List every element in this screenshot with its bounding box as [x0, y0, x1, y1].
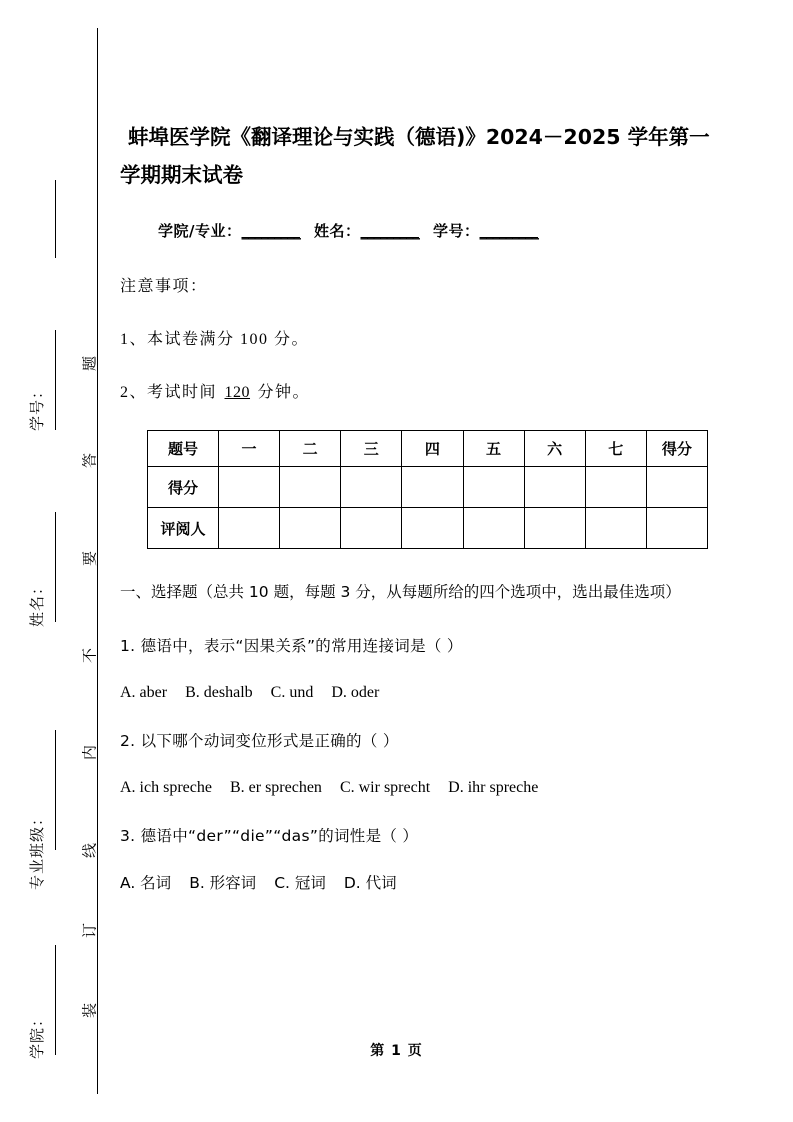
- binding-rule-segment: [55, 330, 56, 430]
- table-header-cell: 五: [463, 431, 524, 467]
- table-header-cell: 题号: [148, 431, 219, 467]
- name-field[interactable]: _________: [360, 222, 419, 240]
- option-a[interactable]: A. ich spreche: [120, 779, 212, 796]
- name-label: 姓名：: [313, 222, 361, 240]
- score-cell[interactable]: [341, 467, 402, 508]
- score-cell[interactable]: [585, 467, 646, 508]
- binding-notice-char: 内: [82, 745, 99, 761]
- score-cell[interactable]: [646, 467, 707, 508]
- student-id-label: 学号：: [433, 222, 480, 240]
- binding-notice-char: 题: [82, 356, 99, 372]
- row-label-reviewer: 评阅人: [148, 508, 219, 549]
- student-info-line: [120, 220, 730, 241]
- exam-duration-prefix: 2、考试时间: [120, 384, 223, 401]
- question-options: [120, 776, 730, 800]
- option-d[interactable]: D. ihr spreche: [448, 779, 539, 796]
- option-b[interactable]: B. er sprechen: [229, 779, 322, 796]
- score-cell[interactable]: [463, 467, 524, 508]
- option-a[interactable]: A. aber: [120, 684, 168, 701]
- exam-duration-value: 120: [224, 384, 251, 401]
- binding-notice-char: 不: [82, 648, 99, 664]
- question-stem: 1. 德语中，表示“因果关系”的常用连接词是（ ）: [120, 637, 463, 655]
- table-header-cell: 四: [402, 431, 463, 467]
- binding-label-class: 专业班级：: [30, 810, 46, 891]
- notice-item-1: 1、本试卷满分 100 分。: [120, 331, 310, 348]
- binding-label-college: 学院：: [30, 1011, 46, 1060]
- option-c[interactable]: C. 冠词: [274, 874, 326, 892]
- reviewer-cell[interactable]: [280, 508, 341, 549]
- option-a[interactable]: A. 名词: [120, 874, 172, 892]
- question-stem: 3. 德语中“der”“die”“das”的词性是（ ）: [120, 827, 419, 845]
- binding-notice-char: 要: [82, 551, 99, 567]
- option-b[interactable]: B. deshalb: [185, 684, 253, 701]
- table-header-cell: 一: [219, 431, 280, 467]
- reviewer-cell[interactable]: [646, 508, 707, 549]
- page-title: 蚌埠医学院《翻译理论与实践（德语)》2024－2025 学年第一学期期末试卷: [120, 125, 710, 187]
- binding-notice-char: 线: [82, 843, 99, 859]
- table-header-cell: 三: [341, 431, 402, 467]
- binding-label-student-id: 学号：: [30, 383, 46, 432]
- college-major-field[interactable]: _________: [241, 222, 300, 240]
- binding-rule-segment: [55, 180, 56, 258]
- college-major-label: 学院/专业：: [158, 222, 242, 240]
- reviewer-cell[interactable]: [341, 508, 402, 549]
- binding-rule-segment: [55, 945, 56, 1055]
- binding-rule-segment: [55, 512, 56, 622]
- binding-notice-char: 装: [82, 1003, 99, 1019]
- table-row: [148, 508, 708, 549]
- binding-notice-char: 答: [82, 453, 99, 469]
- question-options: [120, 871, 730, 895]
- score-cell[interactable]: [402, 467, 463, 508]
- exam-page-body: [120, 0, 730, 1122]
- table-header-cell: 二: [280, 431, 341, 467]
- row-label-score: 得分: [148, 467, 219, 508]
- table-header-row: [148, 431, 708, 467]
- score-table: [147, 430, 708, 549]
- option-c[interactable]: C. wir sprecht: [339, 779, 431, 796]
- notice-item-2: [120, 379, 730, 402]
- student-id-field[interactable]: _________: [479, 222, 539, 240]
- score-cell[interactable]: [280, 467, 341, 508]
- option-d[interactable]: D. oder: [331, 684, 380, 701]
- option-b[interactable]: B. 形容词: [189, 874, 257, 892]
- option-d[interactable]: D. 代词: [343, 874, 397, 892]
- reviewer-cell[interactable]: [219, 508, 280, 549]
- reviewer-cell[interactable]: [585, 508, 646, 549]
- table-header-cell: 得分: [646, 431, 707, 467]
- binding-label-name: 姓名：: [30, 579, 46, 628]
- table-header-cell: 七: [585, 431, 646, 467]
- table-header-cell: 六: [524, 431, 585, 467]
- question-options: [120, 681, 730, 705]
- notice-heading: 注意事项：: [120, 278, 208, 295]
- score-cell[interactable]: [219, 467, 280, 508]
- exam-duration-suffix: 分钟。: [252, 384, 311, 401]
- option-c[interactable]: C. und: [270, 684, 314, 701]
- section-one-heading: 一、选择题（总共 10 题，每题 3 分，从每题所给的四个选项中，选出最佳选项）: [120, 583, 681, 601]
- page-footer: 第 1 页: [370, 1043, 423, 1059]
- reviewer-cell[interactable]: [402, 508, 463, 549]
- reviewer-cell[interactable]: [524, 508, 585, 549]
- question-stem: 2. 以下哪个动词变位形式是正确的（ ）: [120, 732, 399, 750]
- reviewer-cell[interactable]: [463, 508, 524, 549]
- table-row: [148, 467, 708, 508]
- binding-rule-segment: [55, 730, 56, 850]
- binding-notice-char: 订: [82, 923, 99, 939]
- binding-margin: [0, 0, 120, 1122]
- score-cell[interactable]: [524, 467, 585, 508]
